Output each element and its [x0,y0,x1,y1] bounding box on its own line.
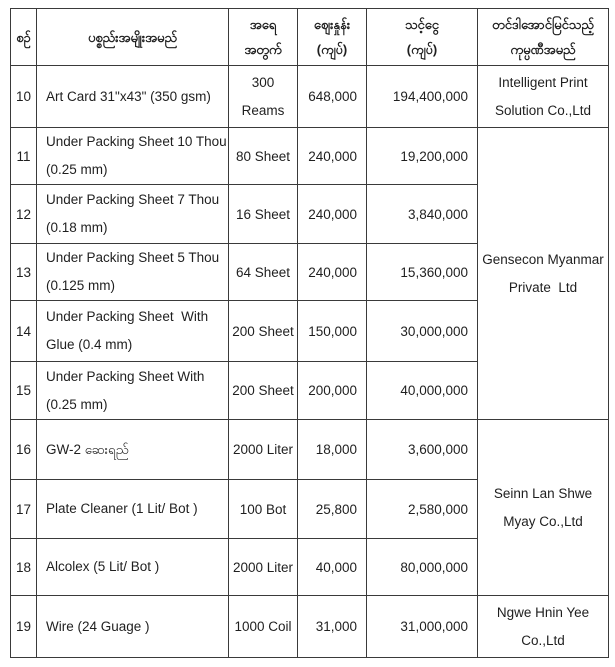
quantity: 2000 Liter [229,539,298,596]
quantity: 64 Sheet [229,244,298,301]
col-header-unit-price-line1: ဈေးနှုန်း [313,17,351,32]
item-name [37,362,229,420]
company-name-line: Gensecon Myanmar [482,251,604,267]
amount: 40,000,000 [367,362,478,420]
amount: 194,400,000 [367,66,478,128]
col-header-quantity [229,9,298,66]
table-row [11,420,609,480]
amount: 15,360,000 [367,244,478,301]
item-name [37,420,229,480]
amount: 2,580,000 [367,480,478,539]
item-name-line: Wire (24 Guage ) [46,618,150,634]
company-name-line: Myay Co.,Ltd [503,513,583,529]
col-header-amount [367,9,478,66]
row-serial: 17 [11,480,37,539]
item-name-line: GW-2 ဆေးရည် [46,441,129,457]
item-name [37,66,229,128]
row-serial: 18 [11,539,37,596]
item-name-line: Under Packing Sheet 7 Thou [46,192,220,207]
item-name [37,480,229,539]
company-name [478,596,609,658]
quantity: 200 Sheet [229,301,298,362]
quantity-line: Reams [241,102,285,118]
quantity [229,66,298,128]
row-serial: 19 [11,596,37,658]
row-serial: 12 [11,185,37,244]
unit-price: 240,000 [298,244,367,301]
item-name-line: Art Card 31"x43" (350 gsm) [46,88,211,104]
unit-price: 648,000 [298,66,367,128]
row-serial: 16 [11,420,37,480]
unit-price: 18,000 [298,420,367,480]
company-name [478,66,609,128]
item-name-line: Under Packing Sheet 5 Thou [46,250,220,265]
company-name-line: Ngwe Hnin Yee [496,604,590,620]
amount: 19,200,000 [367,128,478,185]
item-name [37,539,229,596]
col-header-item-name: ပစ္စည်းအမျိုးအမည် [37,9,229,66]
quantity-line: 300 [251,74,275,90]
quantity: 200 Sheet [229,362,298,420]
item-name-line: (0.25 mm) [46,396,108,412]
unit-price: 31,000 [298,596,367,658]
amount: 31,000,000 [367,596,478,658]
item-name [37,185,229,244]
col-header-unit-price [298,9,367,66]
company-name-line: Seinn Lan Shwe [493,485,593,501]
row-serial: 15 [11,362,37,420]
row-serial: 14 [11,301,37,362]
amount: 80,000,000 [367,539,478,596]
company-name [478,420,609,596]
unit-price: 25,800 [298,480,367,539]
item-name [37,244,229,301]
item-name-line: Glue (0.4 mm) [46,337,133,352]
item-name-line: Under Packing Sheet 10 Thou [46,134,227,149]
quantity: 1000 Coil [229,596,298,658]
item-name-line: Plate Cleaner (1 Lit/ Bot ) [46,501,198,516]
item-name-line: (0.125 mm) [46,278,116,293]
item-name [37,596,229,658]
quantity: 2000 Liter [229,420,298,480]
item-name-line: Under Packing Sheet With [46,309,209,324]
tender-price-table [10,8,609,658]
item-name-line: (0.25 mm) [46,162,108,177]
unit-price: 240,000 [298,185,367,244]
table-row [11,596,609,658]
company-name-line: Solution Co.,Ltd [494,102,592,118]
table-header-row [11,9,609,66]
col-header-winning-company-line2: ကုမ္ပဏီအမည် [510,42,576,57]
item-name-line: Under Packing Sheet With [46,368,205,384]
row-serial: 11 [11,128,37,185]
amount: 30,000,000 [367,301,478,362]
amount: 3,600,000 [367,420,478,480]
unit-price: 200,000 [298,362,367,420]
col-header-quantity-line2: အတွက် [244,42,282,57]
item-name [37,128,229,185]
quantity: 16 Sheet [229,185,298,244]
col-header-amount-line2: (ကျပ်) [406,42,438,57]
unit-price: 150,000 [298,301,367,362]
quantity: 80 Sheet [229,128,298,185]
company-name [478,128,609,420]
unit-price: 240,000 [298,128,367,185]
col-header-winning-company [478,9,609,66]
row-serial: 10 [11,66,37,128]
col-header-serial: စဉ် [11,9,37,66]
company-name-line: Co.,Ltd [521,632,565,648]
col-header-winning-company-line1: တင်ဒါအောင်မြင်သည့် [492,17,594,32]
col-header-unit-price-line2: (ကျပ်) [316,42,348,57]
col-header-amount-line1: သင့်ငွေ [404,17,440,32]
item-name-line: Alcolex (5 Lit/ Bot ) [46,559,160,574]
unit-price: 40,000 [298,539,367,596]
company-name-line: Private Ltd [508,279,578,295]
item-name-line: (0.18 mm) [46,220,108,235]
company-name-line: Intelligent Print [498,74,588,90]
table-row [11,66,609,128]
row-serial: 13 [11,244,37,301]
item-name [37,301,229,362]
amount: 3,840,000 [367,185,478,244]
quantity: 100 Bot [229,480,298,539]
table-row [11,128,609,185]
col-header-quantity-line1: အရေ [249,17,277,32]
